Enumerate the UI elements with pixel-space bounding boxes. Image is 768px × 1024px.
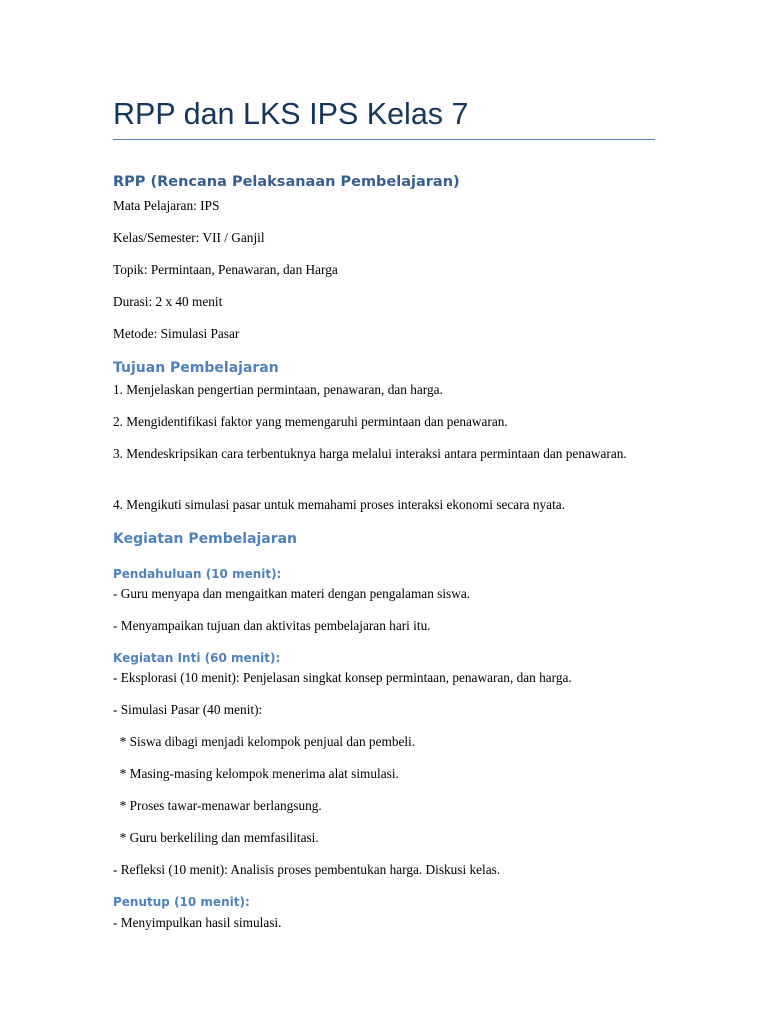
rpp-heading: RPP (Rencana Pelaksanaan Pembelajaran)	[113, 174, 460, 190]
kegiatan-heading: Kegiatan Pembelajaran	[113, 531, 298, 547]
inti-subitem: * Guru berkeliling dan memfasilitasi.	[113, 830, 319, 845]
tujuan-heading: Tujuan Pembelajaran	[113, 360, 279, 376]
document-title: RPP dan LKS IPS Kelas 7	[113, 97, 469, 131]
mata-pelajaran: Mata Pelajaran: IPS	[113, 198, 220, 213]
tujuan-item: 2. Mengidentifikasi faktor yang memengaruhi permintaan dan penawaran.	[113, 414, 508, 429]
inti-item: - Simulasi Pasar (40 menit):	[113, 702, 263, 717]
topik: Topik: Permintaan, Penawaran, dan Harga	[113, 262, 338, 277]
pendahuluan-item: - Guru menyapa dan mengaitkan materi dengan pengalaman siswa.	[113, 586, 471, 601]
tujuan-item: 4. Mengikuti simulasi pasar untuk memahami proses interaksi ekonomi secara nyata.	[113, 497, 565, 512]
inti-subitem: * Masing-masing kelompok menerima alat simulasi.	[113, 766, 399, 781]
inti-subitem: * Proses tawar-menawar berlangsung.	[113, 798, 322, 813]
penutup-item: - Menyimpulkan hasil simulasi.	[113, 915, 282, 930]
inti-subitem: * Siswa dibagi menjadi kelompok penjual dan pembeli.	[113, 734, 416, 749]
durasi: Durasi: 2 x 40 menit	[113, 294, 223, 309]
tujuan-item: 3. Mendeskripsikan cara terbentuknya harga melalui interaksi antara permintaan dan penawaran.	[113, 446, 627, 461]
metode: Metode: Simulasi Pasar	[113, 326, 240, 341]
tujuan-item: 1. Menjelaskan pengertian permintaan, penawaran, dan harga.	[113, 382, 443, 397]
penutup-heading: Penutup (10 menit):	[113, 895, 250, 909]
kelas-semester: Kelas/Semester: VII / Ganjil	[113, 230, 265, 245]
pendahuluan-item: - Menyampaikan tujuan dan aktivitas pembelajaran hari itu.	[113, 618, 431, 633]
inti-item: - Refleksi (10 menit): Analisis proses pembentukan harga. Diskusi kelas.	[113, 862, 501, 877]
inti-item: - Eksplorasi (10 menit): Penjelasan singkat konsep permintaan, penawaran, dan harga.	[113, 670, 572, 685]
inti-heading: Kegiatan Inti (60 menit):	[113, 651, 281, 665]
title-underline	[113, 139, 655, 140]
pendahuluan-heading: Pendahuluan (10 menit):	[113, 567, 282, 581]
